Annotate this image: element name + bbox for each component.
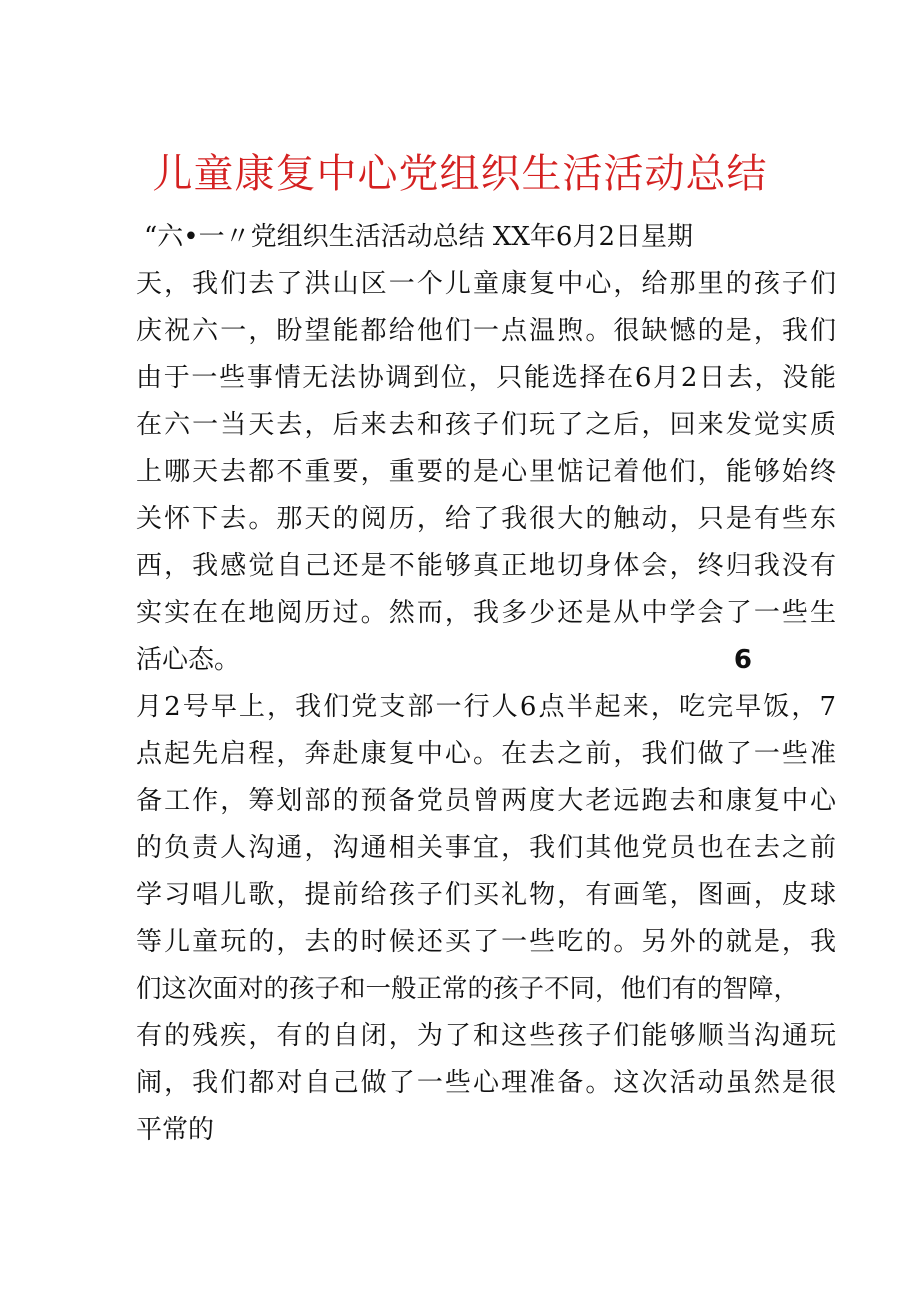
body-line: 学习唱儿歌，提前给孩子们买礼物，有画笔，图画，皮球	[136, 880, 836, 910]
body-line: 由于一些事情无法协调到位，只能选择在6月2日去，没能	[136, 363, 836, 393]
body-line: 天，我们去了洪山区一个儿童康复中心，给那里的孩子们	[136, 269, 836, 299]
body-line: “六•一〃党组织生活活动总结 XX年6月2日星期	[144, 222, 693, 252]
date-number: 6	[733, 645, 752, 675]
body-line: 在六一当天去，后来去和孩子们玩了之后，回来发觉实质	[136, 410, 836, 440]
body-line: 们这次面对的孩子和一般正常的孩子不同，他们有的智障，	[136, 974, 800, 1004]
body-line: 点起先启程，奔赴康复中心。在去之前，我们做了一些准	[136, 739, 836, 769]
body-line: 等儿童玩的，去的时候还买了一些吃的。另外的就是，我	[136, 927, 836, 957]
body-line: 闹，我们都对自己做了一些心理准备。这次活动虽然是很	[136, 1068, 836, 1098]
body-line: 庆祝六一，盼望能都给他们一点温煦。很缺憾的是，我们	[136, 316, 836, 346]
body-line: 有的残疾，有的自闭，为了和这些孩子们能够顺当沟通玩	[136, 1021, 836, 1051]
document-body	[136, 214, 836, 1154]
body-line: 上哪天去都不重要，重要的是心里惦记着他们，能够始终	[136, 457, 836, 487]
body-line-with-number	[136, 637, 836, 684]
body-line: 备工作，筹划部的预备党员曾两度大老远跑去和康复中心	[136, 786, 836, 816]
body-line: 关怀下去。那天的阅历，给了我很大的触动，只是有些东	[136, 504, 836, 534]
document-title: 儿童康复中心党组织生活活动总结	[152, 151, 768, 197]
body-line: 活心态。	[136, 645, 241, 675]
body-line: 实实在在地阅历过。然而，我多少还是从中学会了一些生	[136, 598, 836, 628]
body-line: 月2号早上，我们党支部一行人6点半起来，吃完早饭，7	[136, 692, 836, 722]
body-line: 平常的	[136, 1115, 215, 1145]
body-line: 的负责人沟通，沟通相关事宜，我们其他党员也在去之前	[136, 833, 836, 863]
body-line: 西，我感觉自己还是不能够真正地切身体会，终归我没有	[136, 551, 836, 581]
